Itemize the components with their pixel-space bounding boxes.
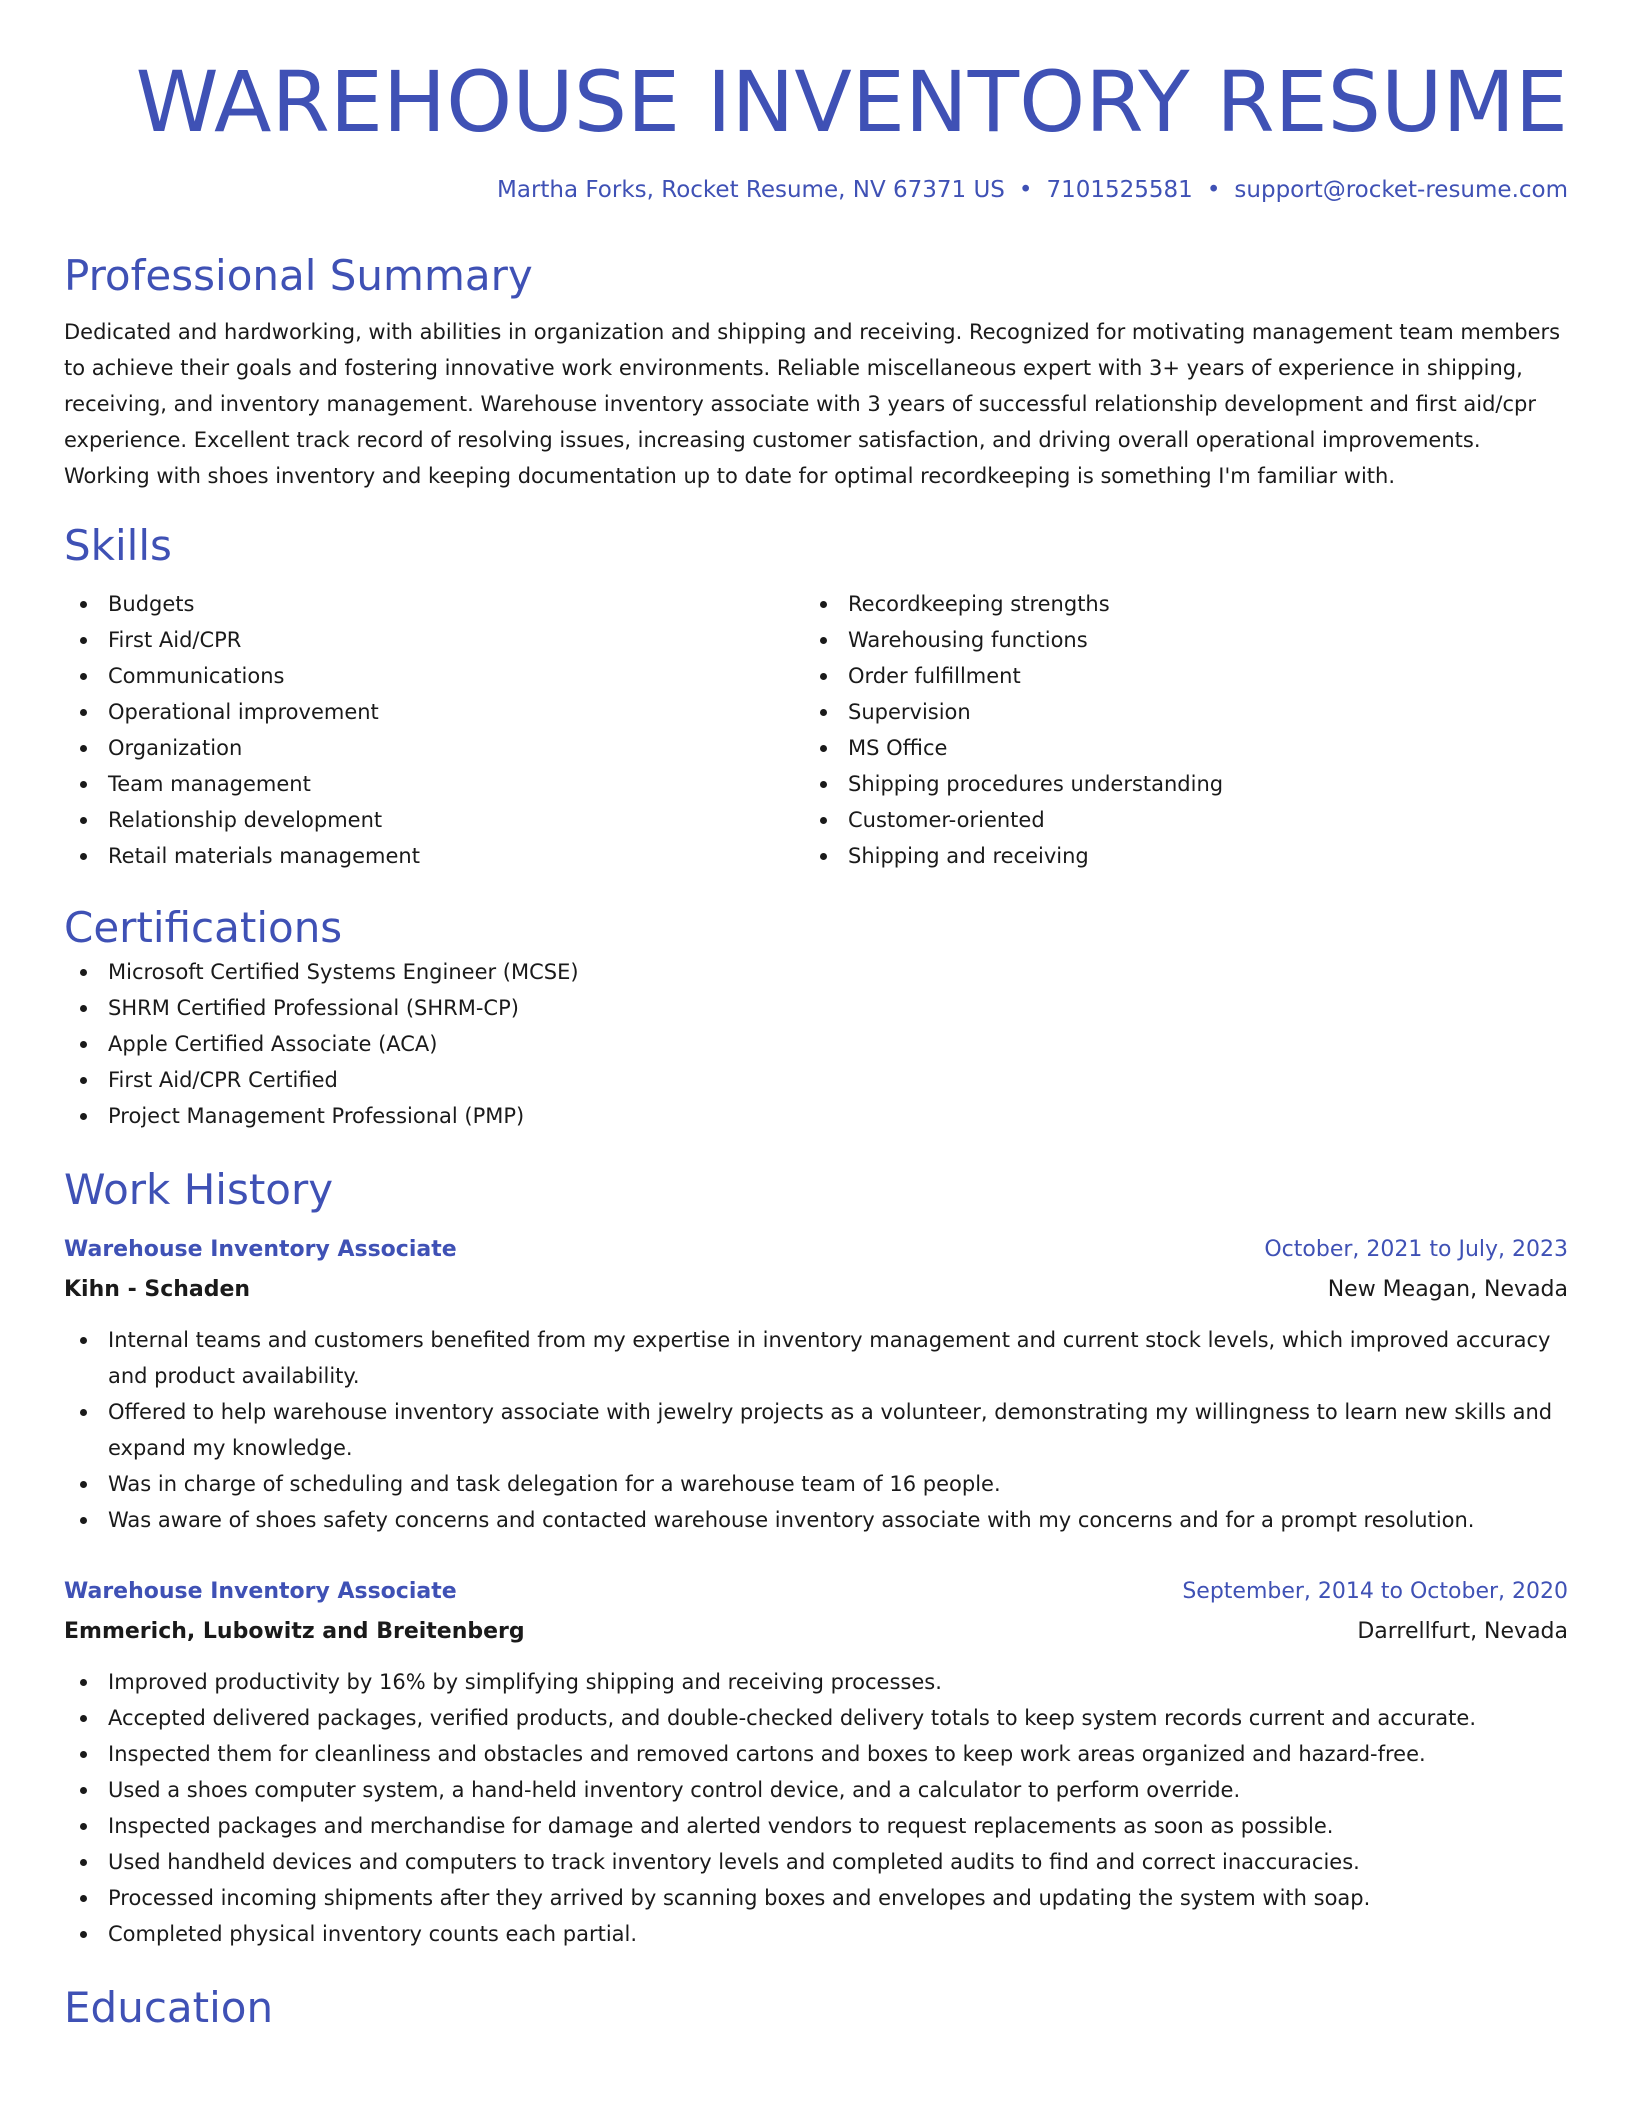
job-bullet: Offered to help warehouse inventory associate with jewelry projects as a volunteer, demonstrating my willingness to learn new skills and expand my knowledge. [64,1394,1568,1466]
job-company: Emmerich, Lubowitz and Breitenberg [64,1619,525,1644]
job-bullet: Improved productivity by 16% by simplifying shipping and receiving processes. [64,1664,1568,1700]
skill-item: Order fulfillment [804,658,1544,694]
job-header-row [64,1230,1568,1270]
job-bullet: Used a shoes computer system, a hand-held inventory control device, and a calculator to perform override. [64,1772,1568,1808]
job-bullet: Accepted delivered packages, verified products, and double-checked delivery totals to keep system records current and accurate. [64,1700,1568,1736]
skill-item: Customer-oriented [804,802,1544,838]
contact-email: support@rocket-resume.com [1234,177,1568,203]
skill-item: First Aid/CPR [64,622,804,658]
certification-item: Apple Certified Associate (ACA) [64,1026,1568,1062]
skill-item: Retail materials management [64,838,804,874]
contact-separator: • [1018,177,1033,203]
skill-item: Relationship development [64,802,804,838]
job-bullet: Was in charge of scheduling and task delegation for a warehouse team of 16 people. [64,1466,1568,1502]
skill-item: Recordkeeping strengths [804,586,1544,622]
skill-item: Communications [64,658,804,694]
skill-item: Supervision [804,694,1544,730]
resume-title: WAREHOUSE INVENTORY RESUME [135,53,1568,151]
skill-item: Team management [64,766,804,802]
job-title: Warehouse Inventory Associate [64,1237,457,1262]
skill-item: Shipping procedures understanding [804,766,1544,802]
job-location: New Meagan, Nevada [1327,1277,1568,1302]
skills-list-left [64,586,804,874]
job-company: Kihn - Schaden [64,1277,251,1302]
skill-item: MS Office [804,730,1544,766]
certification-item: Project Management Professional (PMP) [64,1098,1568,1134]
skill-item: Operational improvement [64,694,804,730]
job-bullet: Inspected them for cleanliness and obstacles and removed cartons and boxes to keep work areas organized and hazard-free. [64,1736,1568,1772]
certification-item: Microsoft Certified Systems Engineer (MCSE) [64,954,1568,990]
contact-phone: 7101525581 [1046,177,1193,203]
job-bullet: Used handheld devices and computers to track inventory levels and completed audits to find and correct inaccuracies. [64,1844,1568,1880]
job-dates: September, 2014 to October, 2020 [1182,1579,1568,1604]
job-bullets [64,1664,1568,1952]
job-bullets [64,1322,1568,1538]
job-title: Warehouse Inventory Associate [64,1579,457,1604]
job-company-row [64,1612,1568,1652]
education-heading: Education [64,1983,274,2032]
skills-list-right [804,586,1544,874]
skills-heading: Skills [64,521,172,570]
skill-item: Shipping and receiving [804,838,1544,874]
job-header-row [64,1572,1568,1612]
job-company-row [64,1270,1568,1310]
certification-item: First Aid/CPR Certified [64,1062,1568,1098]
job-bullet: Completed physical inventory counts each partial. [64,1916,1568,1952]
certifications-heading: Certifications [64,903,343,952]
contact-separator: • [1206,177,1221,203]
contact-address: Martha Forks, Rocket Resume, NV 67371 US [497,177,1005,203]
work-history-heading: Work History [64,1165,334,1214]
skills-columns [64,586,1568,874]
skill-item: Warehousing functions [804,622,1544,658]
contact-line [64,174,1568,206]
skill-item: Budgets [64,586,804,622]
job-bullet: Processed incoming shipments after they arrived by scanning boxes and envelopes and updating the system with soap. [64,1880,1568,1916]
job-entry [64,1572,1568,1952]
summary-text: Dedicated and hardworking, with abilities in organization and shipping and receiving. Recognized for motivating management team members to achieve their goals and fostering innovative work environments. Reliable miscellaneous expert with 3+ years of experience in shipping, receiving, and inventory management. Warehouse inventory associate with 3 years of successful relationship development and first aid/cpr experience. Excellent track record of resolving issues, increasing customer satisfaction, and driving overall operational improvements. Working with shoes inventory and keeping documentation up to date for optimal recordkeeping is something I'm familiar with. [64,320,1561,488]
certifications-list [64,954,1568,1134]
skill-item: Organization [64,730,804,766]
job-entry [64,1230,1568,1538]
certification-item: SHRM Certified Professional (SHRM-CP) [64,990,1568,1026]
job-dates: October, 2021 to July, 2023 [1264,1237,1568,1262]
job-location: Darrellfurt, Nevada [1357,1619,1568,1644]
summary-heading: Professional Summary [64,251,533,300]
job-bullet: Was aware of shoes safety concerns and contacted warehouse inventory associate with my concerns and for a prompt resolution. [64,1502,1568,1538]
job-bullet: Inspected packages and merchandise for damage and alerted vendors to request replacements as soon as possible. [64,1808,1568,1844]
job-bullet: Internal teams and customers benefited from my expertise in inventory management and current stock levels, which improved accuracy and product availability. [64,1322,1568,1394]
